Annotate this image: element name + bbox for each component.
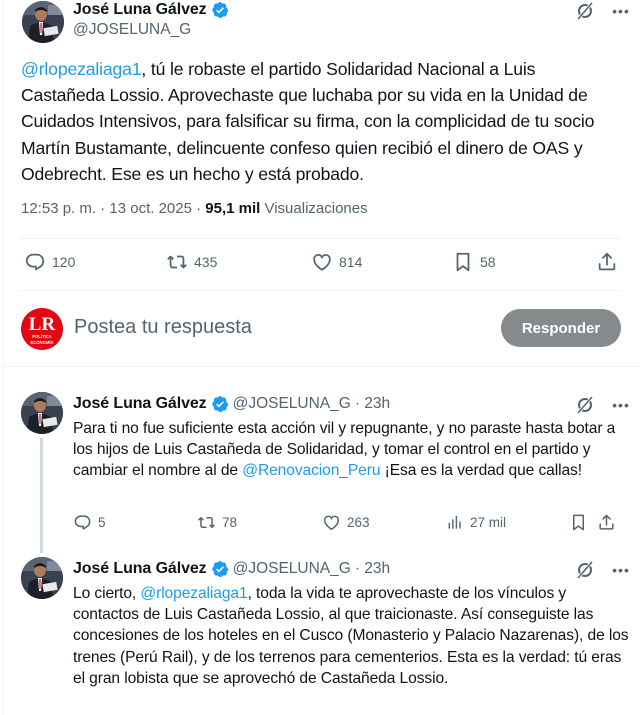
reply-actions: [73, 513, 633, 535]
thread-line: [40, 438, 43, 553]
verified-badge-icon[interactable]: [211, 560, 229, 578]
author-name[interactable]: José Luna Gálvez: [73, 1, 207, 18]
more-icon[interactable]: •••: [612, 397, 630, 413]
profile-photo-icon: [21, 557, 63, 599]
author-avatar[interactable]: [21, 557, 63, 599]
reply-text-part: Lo cierto,: [73, 585, 141, 602]
post-top-icons: [575, 1, 631, 21]
heart-icon: [322, 513, 341, 532]
bookmark-button[interactable]: [569, 513, 588, 532]
reply-count: 120: [52, 254, 76, 270]
lr-logo-icon: [21, 308, 63, 350]
divider: [20, 290, 620, 291]
like-count: 814: [339, 254, 363, 270]
post-text: [21, 56, 621, 187]
author-handle[interactable]: @JOSELUNA_G: [232, 395, 351, 412]
like-count: 263: [347, 515, 370, 530]
grok-icon[interactable]: [575, 395, 595, 415]
grok-icon[interactable]: [575, 560, 595, 580]
share-icon: [596, 251, 618, 273]
divider: [20, 238, 620, 239]
reply-text-part: Para ti no fue suficiente esta acción vil y repugnante, y no paraste hasta botar a los hijos de Luis Castañeda de Solidaridad, y tomar el control en el partido y cambiar el nombre al de: [73, 420, 616, 480]
mention-link[interactable]: @rlopezaliaga1: [21, 59, 142, 79]
reply-input[interactable]: Postea tu respuesta: [74, 316, 252, 338]
author-avatar[interactable]: [21, 392, 63, 434]
verified-badge-icon[interactable]: [211, 395, 229, 413]
post-time[interactable]: · 23h: [354, 560, 391, 577]
repost-count: 78: [222, 515, 238, 530]
share-button[interactable]: [596, 251, 618, 273]
profile-photo-icon: [21, 392, 63, 434]
views-button[interactable]: [445, 513, 506, 532]
repost-icon: [197, 513, 216, 532]
composer-avatar[interactable]: [21, 308, 63, 350]
repost-button[interactable]: [166, 251, 217, 273]
responder-button[interactable]: Responder: [501, 309, 621, 347]
reply-button[interactable]: [73, 513, 106, 532]
divider: [4, 366, 640, 367]
bookmark-icon: [452, 251, 474, 273]
reply-button[interactable]: [24, 251, 75, 273]
author-handle[interactable]: @JOSELUNA_G: [73, 21, 192, 38]
share-icon: [597, 513, 616, 532]
author-name[interactable]: José Luna Gálvez: [73, 560, 207, 577]
post-top-icons: [575, 560, 631, 580]
post-time[interactable]: · 23h: [354, 395, 391, 412]
bookmark-button[interactable]: [452, 251, 496, 273]
post-body: , tú le robaste el partido Solidaridad Nacional a Luis Castañeda Lossio. Aprovechaste que luchaba por su vida en la Unidad de Cuidados Intensivos, para falsificar su firma, con la complicidad de tu socio Martín Bustamante, delincuente confeso quien recibió el dinero de OAS y Odebrecht. Ese es un hecho y está probado.: [21, 59, 595, 184]
reply-text: [73, 583, 633, 689]
bookmark-icon: [569, 513, 588, 532]
author-name-row: [73, 1, 229, 19]
reply-header: [73, 560, 390, 578]
reply-text: [73, 418, 633, 482]
reply-text-part: , toda la vida te aprovechaste de los vínculos y contactos de Luis Castañeda Lossio, al que traicionaste. Así conseguiste las concesiones de los hoteles en el Cusco (Monasterio y Palacio Nazarenas), de los trenes (Perú Rail), y de los terrenos para cementerios. Esta es la verdad: tú eras el gran lobista que se aprovechó de Castañeda Lossio.: [73, 585, 629, 687]
like-button[interactable]: [322, 513, 370, 532]
views-icon: [445, 513, 464, 532]
svg-text:LR: LR: [28, 314, 56, 335]
like-button[interactable]: [311, 251, 362, 273]
views-count: 27 mil: [470, 515, 507, 530]
repost-button[interactable]: [197, 513, 237, 532]
repost-count: 435: [194, 254, 218, 270]
reply-text-part: ¡Esa es la verdad que callas!: [380, 462, 582, 480]
more-icon[interactable]: •••: [612, 3, 630, 19]
share-button[interactable]: [597, 513, 616, 532]
svg-text:ECONOMÍA: ECONOMÍA: [30, 340, 54, 345]
verified-badge-icon[interactable]: [211, 1, 229, 19]
author-name[interactable]: José Luna Gálvez: [73, 395, 207, 412]
reply-icon: [24, 251, 46, 273]
reply-header: [73, 395, 390, 413]
views-count: 95,1 mil: [205, 200, 261, 217]
heart-icon: [311, 251, 333, 273]
more-icon[interactable]: •••: [612, 562, 630, 578]
post-actions: [24, 251, 620, 277]
views-label: Visualizaciones: [260, 200, 368, 217]
author-handle[interactable]: @JOSELUNA_G: [232, 560, 351, 577]
reply-icon: [73, 513, 92, 532]
post-meta: [21, 200, 368, 217]
grok-icon[interactable]: [575, 1, 595, 21]
mention-link[interactable]: @Renovacion_Peru: [242, 462, 381, 480]
profile-photo-icon: [22, 1, 64, 43]
author-avatar[interactable]: [22, 1, 64, 43]
repost-icon: [166, 251, 188, 273]
bookmark-count: 58: [480, 254, 496, 270]
reply-count: 5: [98, 515, 106, 530]
post-timestamp[interactable]: 12:53 p. m. · 13 oct. 2025 ·: [21, 200, 206, 217]
svg-text:POLÍTICA: POLÍTICA: [32, 334, 52, 339]
post-top-icons: [575, 395, 631, 415]
mention-link[interactable]: @rlopezaliaga1: [140, 585, 248, 602]
